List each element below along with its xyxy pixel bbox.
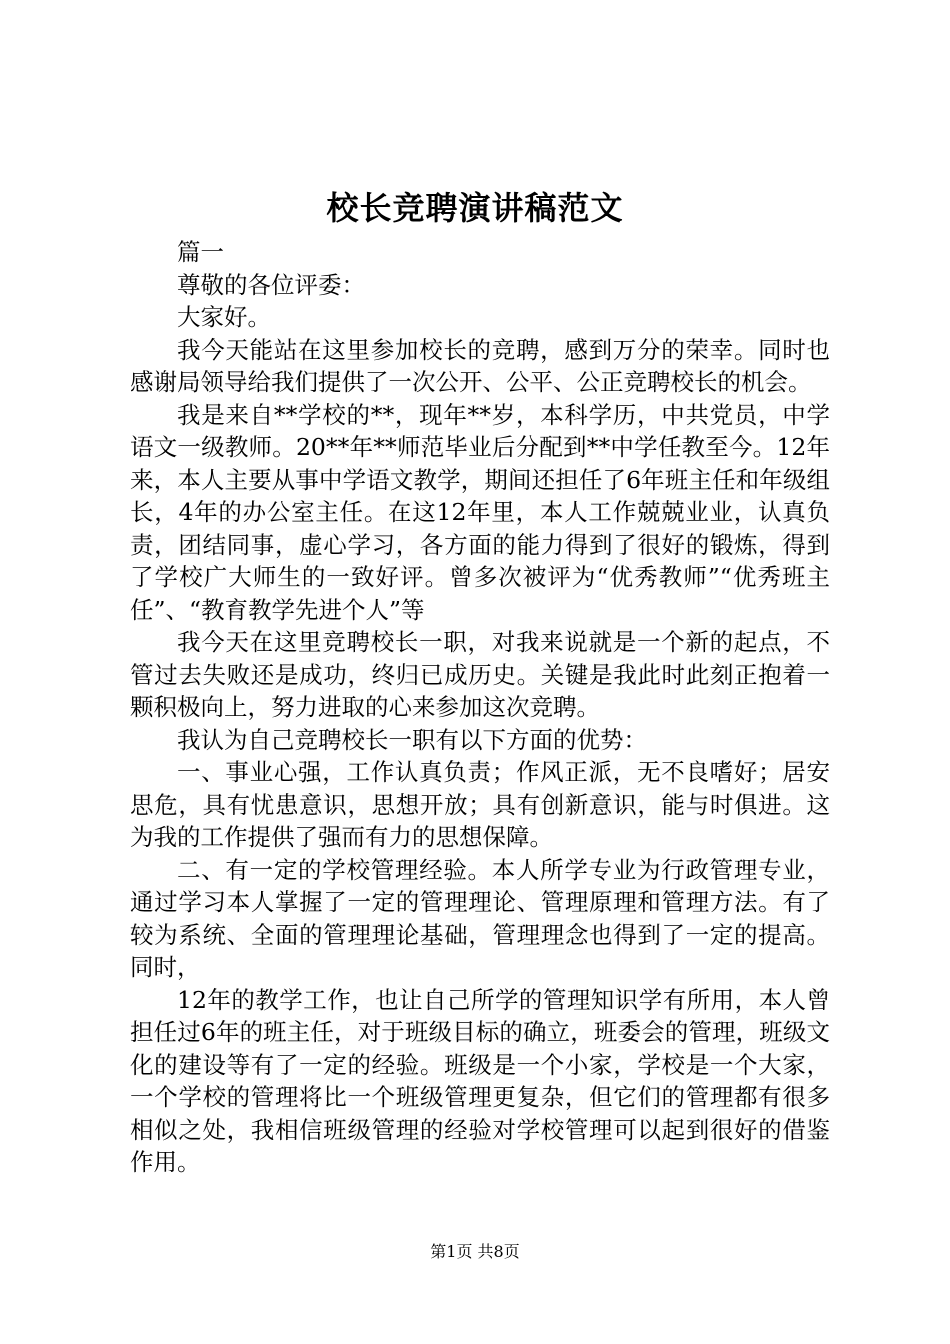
section-heading: 篇一 xyxy=(177,238,224,266)
body-paragraph: 我今天能站在这里参加校长的竞聘，感到万分的荣幸。同时也感谢局领导给我们提供了一次公开、公平、公正竞聘校长的机会。 xyxy=(130,335,830,396)
body-paragraph: 我认为自己竞聘校长一职有以下方面的优势： xyxy=(177,725,647,754)
body-paragraph: 我是来自**学校的**，现年**岁，本科学历，中共党员，中学语文一级教师。20**年**师范毕业后分配到**中学任教至今。12年来，本人主要从事中学语文教学，期间还担任了6年班主任和年级组长，4年的办公室主任。在这12年里，本人工作兢兢业业，认真负责，团结同事，虚心学习，各方面的能力得到了很好的锻炼，得到了学校广大师生的一致好评。曾多次被评为“优秀教师”“优秀班主任”、“教育教学先进个人”等 xyxy=(130,400,830,624)
body-paragraph: 一、事业心强，工作认真负责；作风正派，无不良嗜好；居安思危，具有忧患意识，思想开放；具有创新意识，能与时俱进。这为我的工作提供了强而有力的思想保障。 xyxy=(130,758,830,851)
greeting: 大家好。 xyxy=(177,303,271,331)
document-title: 校长竞聘演讲稿范文 xyxy=(326,189,624,227)
body-paragraph: 二、有一定的学校管理经验。本人所学专业为行政管理专业，通过学习本人掌握了一定的管理理论、管理原理和管理方法。有了较为系统、全面的管理理论基础，管理理念也得到了一定的提高。同时， xyxy=(130,855,830,981)
body-paragraph: 我今天在这里竞聘校长一职，对我来说就是一个新的起点，不管过去失败还是成功，终归已成历史。关键是我此时此刻正抱着一颗积极向上，努力进取的心来参加这次竞聘。 xyxy=(130,628,830,721)
page-number-footer: 第1页 共8页 xyxy=(430,1242,520,1261)
salutation: 尊敬的各位评委： xyxy=(177,270,365,299)
body-paragraph: 12年的教学工作，也让自己所学的管理知识学有所用，本人曾担任过6年的班主任，对于班级目标的确立，班委会的管理，班级文化的建设等有了一定的经验。班级是一个小家，学校是一个大家，一个学校的管理将比一个班级管理更复杂，但它们的管理都有很多相似之处，我相信班级管理的经验对学校管理可以起到很好的借鉴作用。 xyxy=(130,985,830,1176)
document-body xyxy=(130,236,830,1179)
